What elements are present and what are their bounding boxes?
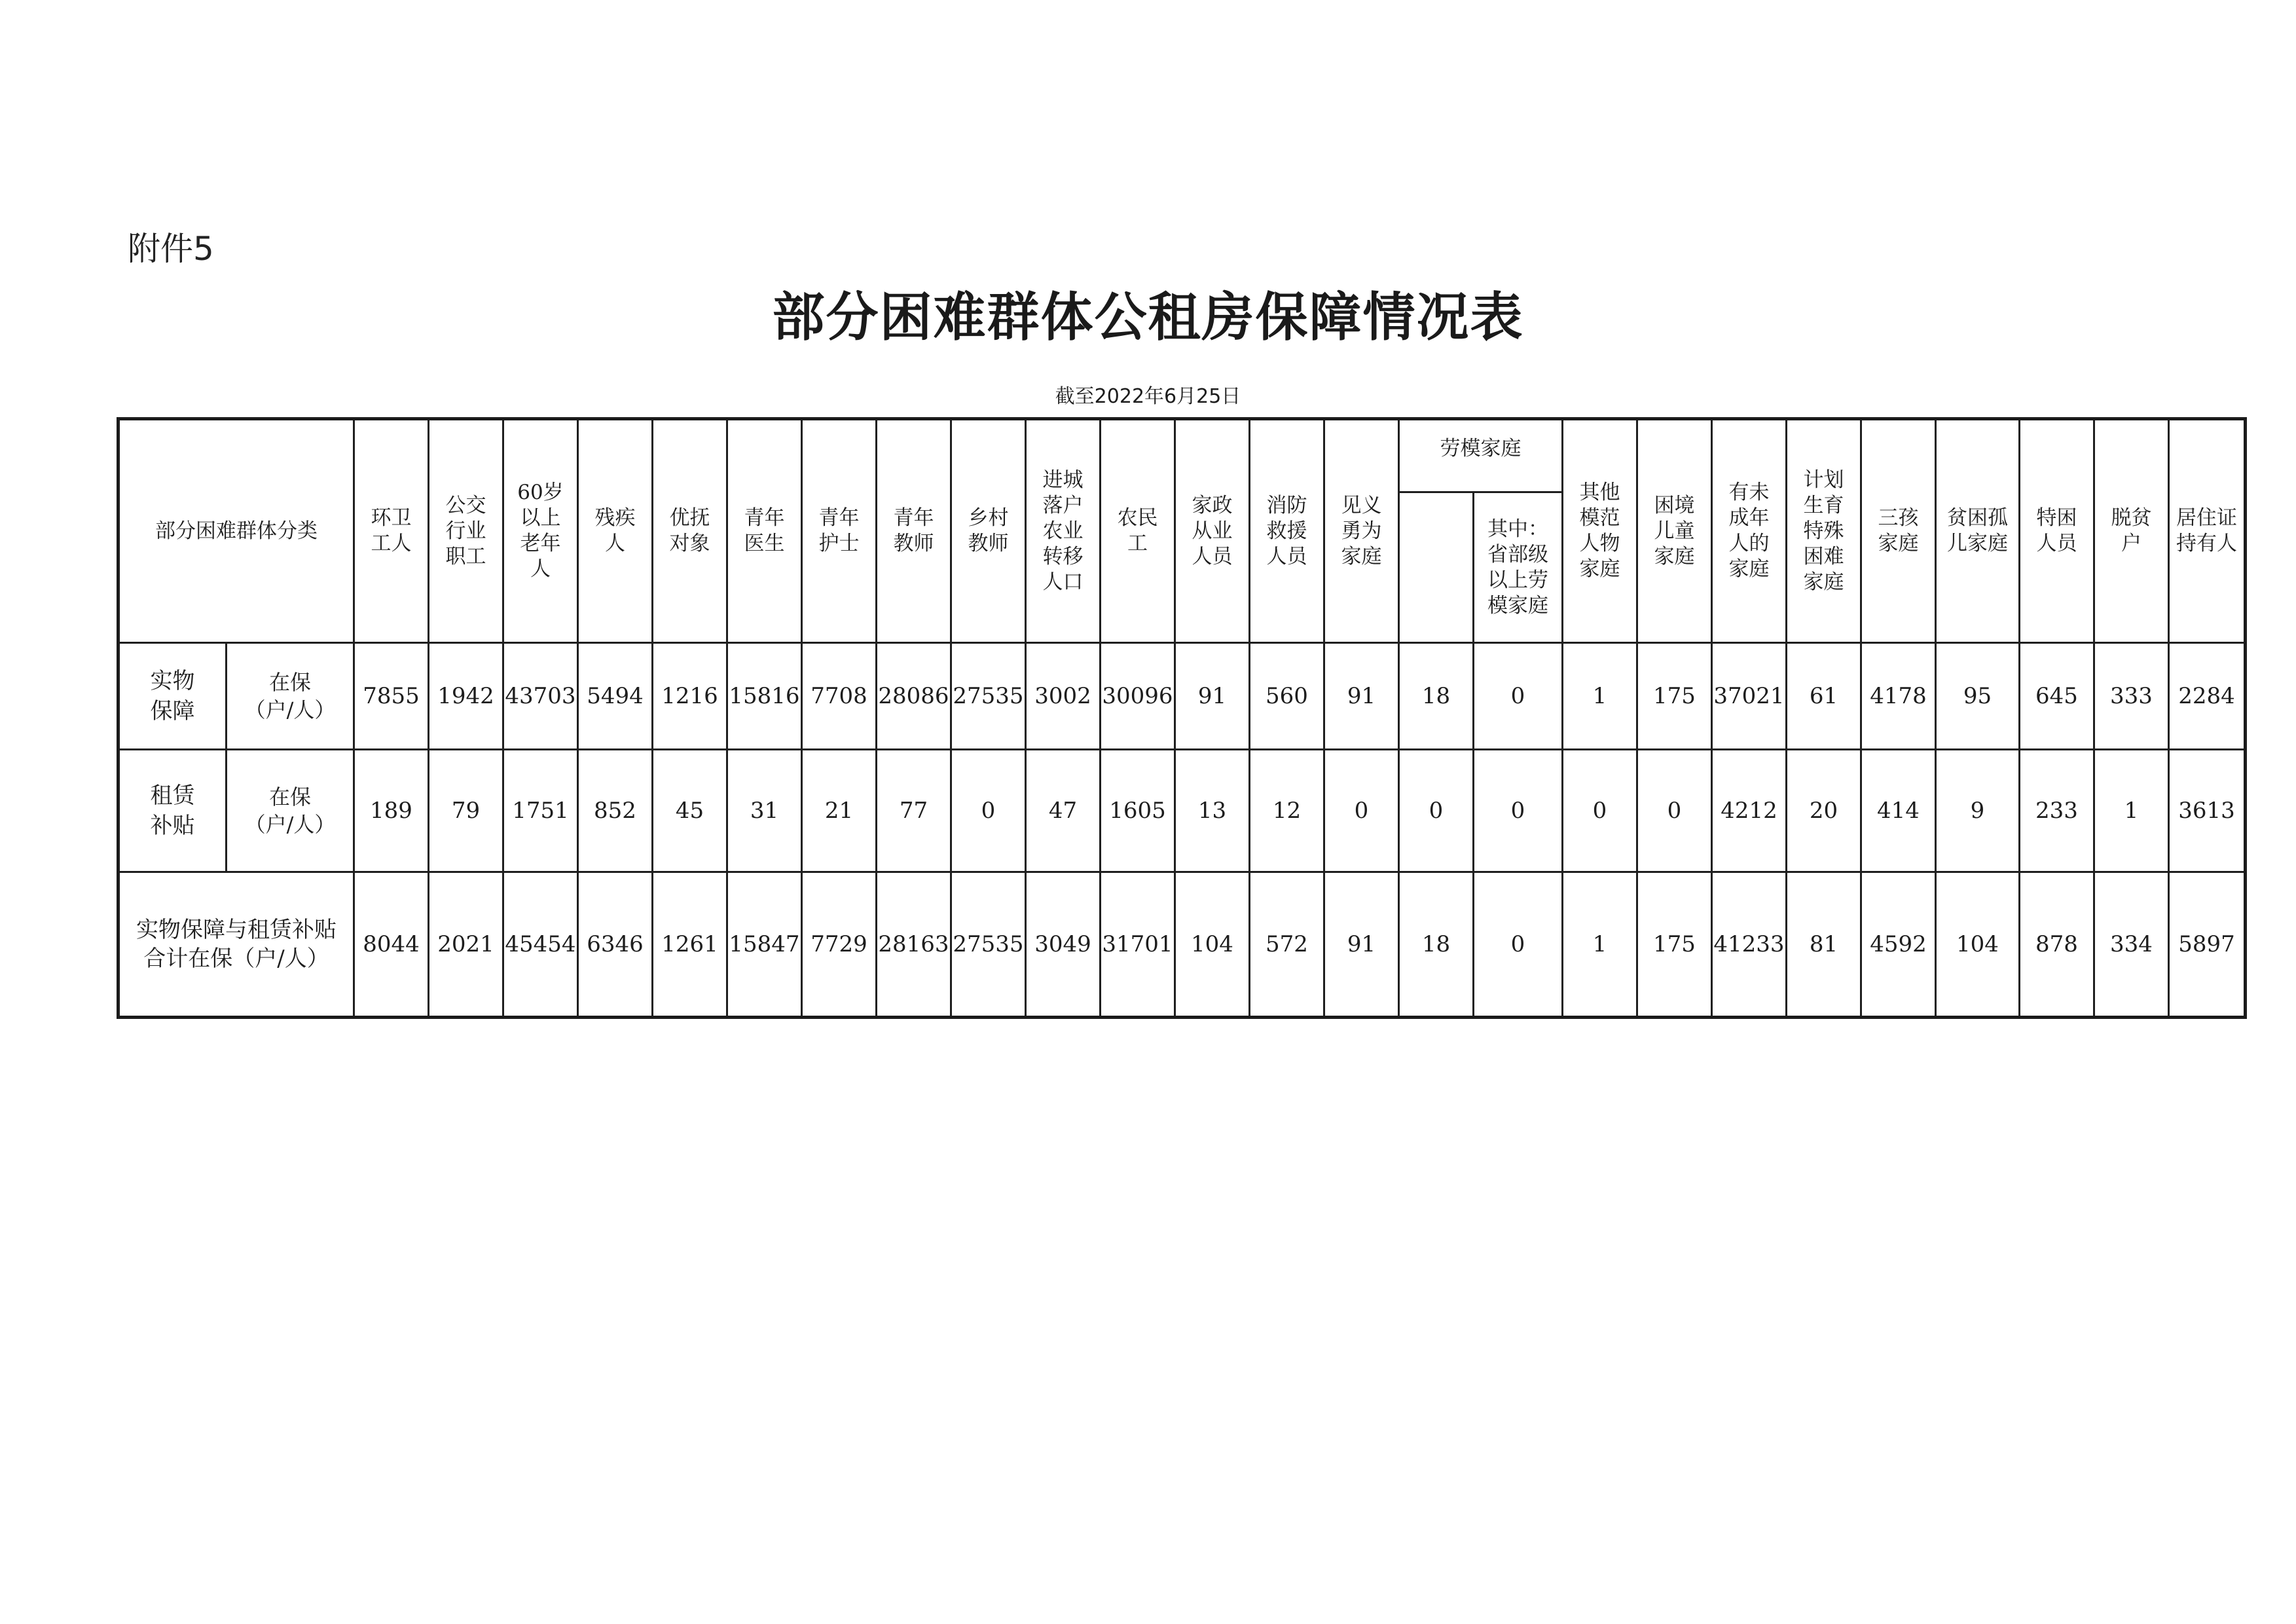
table-cell: 0 <box>1563 750 1637 872</box>
column-header: 青年 护士 <box>802 419 877 643</box>
table-cell: 21 <box>802 750 877 872</box>
row-sub-label: 在保 （户/人） <box>227 643 354 750</box>
table-cell: 27535 <box>951 872 1026 1018</box>
table-cell: 15816 <box>727 643 802 750</box>
table-cell: 1 <box>2094 750 2169 872</box>
column-header: 计划 生育 特殊 困难 家庭 <box>1787 419 1861 643</box>
table-cell: 1261 <box>653 872 727 1018</box>
table-cell: 28163 <box>877 872 951 1018</box>
column-header: 农民 工 <box>1101 419 1175 643</box>
column-header: 环卫 工人 <box>354 419 429 643</box>
table-cell: 6346 <box>578 872 653 1018</box>
table-cell: 81 <box>1787 872 1861 1018</box>
table-cell: 104 <box>1175 872 1250 1018</box>
empty-subheader <box>1399 492 1474 643</box>
table-cell: 2284 <box>2169 643 2246 750</box>
table-cell: 645 <box>2020 643 2094 750</box>
table-cell: 61 <box>1787 643 1861 750</box>
table-cell: 414 <box>1861 750 1936 872</box>
column-header: 见义 勇为 家庭 <box>1324 419 1399 643</box>
table-cell: 45 <box>653 750 727 872</box>
data-table <box>117 417 2247 1019</box>
table-cell: 20 <box>1787 750 1861 872</box>
table-cell: 1751 <box>503 750 578 872</box>
table-cell: 8044 <box>354 872 429 1018</box>
table-cell: 15847 <box>727 872 802 1018</box>
column-header: 优抚 对象 <box>653 419 727 643</box>
table-cell: 0 <box>1637 750 1712 872</box>
table-cell: 31701 <box>1101 872 1175 1018</box>
category-header: 部分困难群体分类 <box>118 419 354 643</box>
row-group-label: 实物 保障 <box>118 643 227 750</box>
table-cell: 95 <box>1936 643 2020 750</box>
table-cell: 1 <box>1563 643 1637 750</box>
table-cell: 18 <box>1399 643 1474 750</box>
column-header: 公交 行业 职工 <box>429 419 503 643</box>
table-cell: 41233 <box>1712 872 1787 1018</box>
column-header: 其中： 省部级 以上劳 模家庭 <box>1474 492 1563 643</box>
column-header: 消防 救援 人员 <box>1250 419 1324 643</box>
table-cell: 91 <box>1175 643 1250 750</box>
column-header: 青年 医生 <box>727 419 802 643</box>
column-header: 三孩 家庭 <box>1861 419 1936 643</box>
column-header: 居住证 持有人 <box>2169 419 2246 643</box>
table-cell: 572 <box>1250 872 1324 1018</box>
table-cell: 13 <box>1175 750 1250 872</box>
column-header: 60岁 以上 老年 人 <box>503 419 578 643</box>
table-cell: 175 <box>1637 872 1712 1018</box>
column-header: 进城 落户 农业 转移 人口 <box>1026 419 1101 643</box>
table-cell: 43703 <box>503 643 578 750</box>
table-cell: 4592 <box>1861 872 1936 1018</box>
table-cell: 31 <box>727 750 802 872</box>
table-cell: 0 <box>951 750 1026 872</box>
table-cell: 91 <box>1324 872 1399 1018</box>
column-header: 困境 儿童 家庭 <box>1637 419 1712 643</box>
table-cell: 1216 <box>653 643 727 750</box>
column-header: 其他 模范 人物 家庭 <box>1563 419 1637 643</box>
column-header: 残疾 人 <box>578 419 653 643</box>
row-sub-label: 在保 （户/人） <box>227 750 354 872</box>
column-header: 青年 教师 <box>877 419 951 643</box>
table-cell: 91 <box>1324 643 1399 750</box>
table-cell: 9 <box>1936 750 2020 872</box>
table-cell: 28086 <box>877 643 951 750</box>
table-cell: 5494 <box>578 643 653 750</box>
row-group-label: 租赁 补贴 <box>118 750 227 872</box>
column-header: 脱贫 户 <box>2094 419 2169 643</box>
table-cell: 30096 <box>1101 643 1175 750</box>
table-cell: 3002 <box>1026 643 1101 750</box>
column-header: 家政 从业 人员 <box>1175 419 1250 643</box>
table-cell: 0 <box>1474 872 1563 1018</box>
table-cell: 3613 <box>2169 750 2246 872</box>
column-header: 乡村 教师 <box>951 419 1026 643</box>
table-cell: 1605 <box>1101 750 1175 872</box>
column-header: 有未 成年 人的 家庭 <box>1712 419 1787 643</box>
table-cell: 2021 <box>429 872 503 1018</box>
table-cell: 0 <box>1474 750 1563 872</box>
table-cell: 7708 <box>802 643 877 750</box>
table-cell: 47 <box>1026 750 1101 872</box>
total-row-label: 实物保障与租赁补贴 合计在保（户/人） <box>118 872 354 1018</box>
table-cell: 333 <box>2094 643 2169 750</box>
table-cell: 0 <box>1324 750 1399 872</box>
model-worker-family-header: 劳模家庭 <box>1399 419 1563 492</box>
column-header: 贫困孤 儿家庭 <box>1936 419 2020 643</box>
table-cell: 45454 <box>503 872 578 1018</box>
table-cell: 18 <box>1399 872 1474 1018</box>
table-cell: 5897 <box>2169 872 2246 1018</box>
table-cell: 37021 <box>1712 643 1787 750</box>
date-note: 截至2022年6月25日 <box>1055 385 1241 408</box>
table-cell: 79 <box>429 750 503 872</box>
table-cell: 4212 <box>1712 750 1787 872</box>
table-cell: 77 <box>877 750 951 872</box>
page-title: 部分困难群体公租房保障情况表 <box>772 286 1524 348</box>
table-cell: 27535 <box>951 643 1026 750</box>
table-cell: 1942 <box>429 643 503 750</box>
table-cell: 4178 <box>1861 643 1936 750</box>
table-cell: 233 <box>2020 750 2094 872</box>
table-cell: 878 <box>2020 872 2094 1018</box>
attachment-label: 附件5 <box>128 230 214 268</box>
table-cell: 3049 <box>1026 872 1101 1018</box>
table-cell: 1 <box>1563 872 1637 1018</box>
table-cell: 0 <box>1474 643 1563 750</box>
table-cell: 560 <box>1250 643 1324 750</box>
table-cell: 12 <box>1250 750 1324 872</box>
table-cell: 189 <box>354 750 429 872</box>
column-header: 特困 人员 <box>2020 419 2094 643</box>
table-cell: 175 <box>1637 643 1712 750</box>
table-cell: 104 <box>1936 872 2020 1018</box>
table-cell: 852 <box>578 750 653 872</box>
table-cell: 0 <box>1399 750 1474 872</box>
table-cell: 334 <box>2094 872 2169 1018</box>
table-cell: 7855 <box>354 643 429 750</box>
table-cell: 7729 <box>802 872 877 1018</box>
